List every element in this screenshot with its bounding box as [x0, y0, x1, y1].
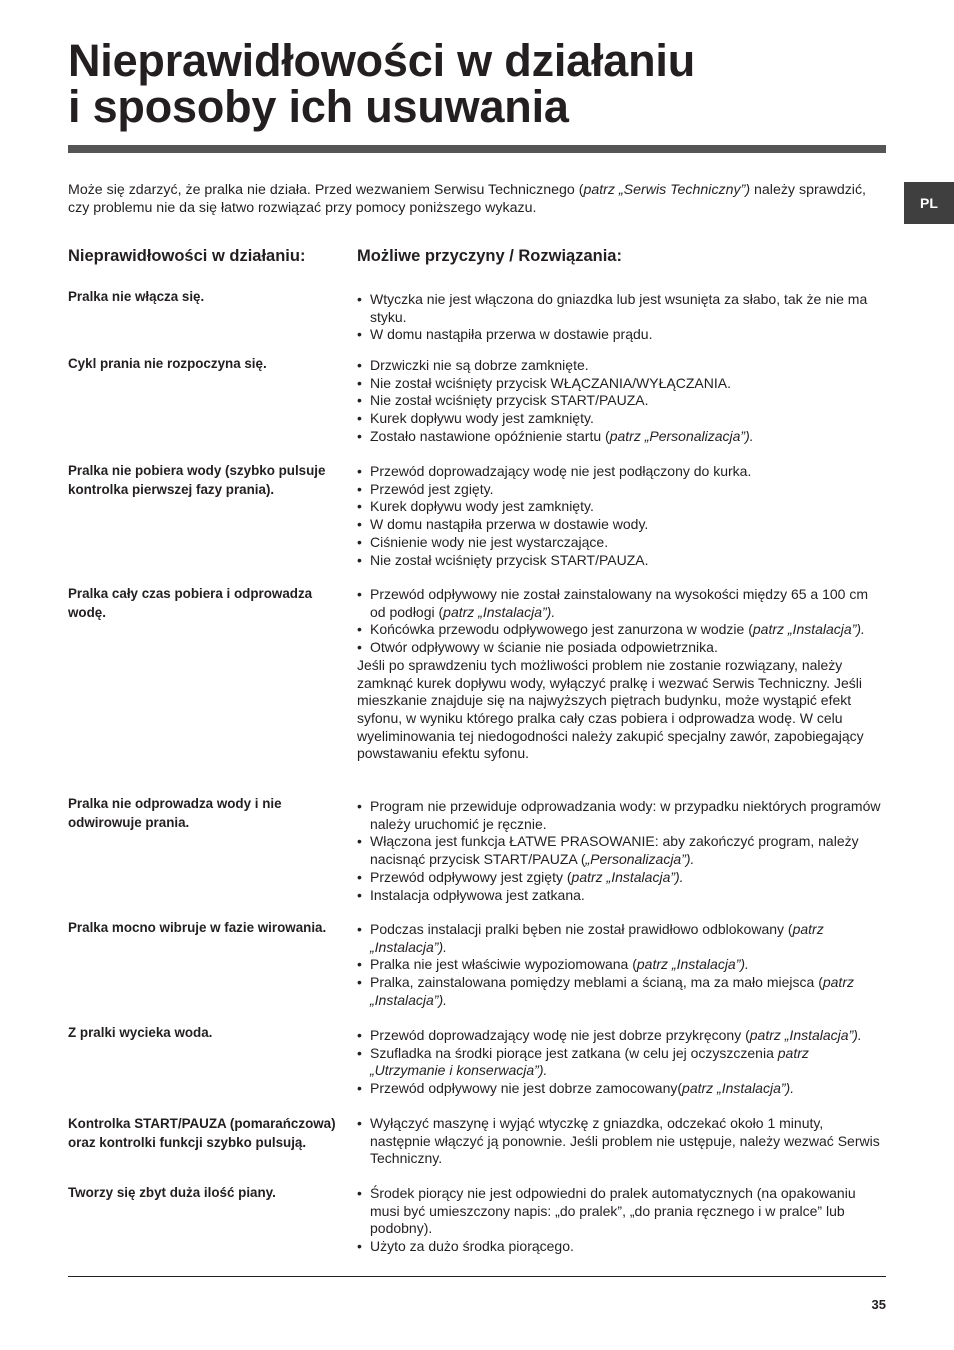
solution-item	[357, 552, 887, 570]
title-divider	[68, 145, 886, 153]
problems-column-header: Nieprawidłowości w działaniu:	[68, 247, 306, 265]
solution-reference: patrz „Personalizacja”).	[609, 427, 754, 444]
solution-reference: patrz „Instalacja”).	[370, 974, 854, 1008]
solution-reference: patrz „Utrzymanie i konserwacja”).	[370, 1044, 809, 1079]
solutions-column-header: Możliwe przyczyny / Rozwiązania:	[357, 247, 622, 265]
solution-item	[357, 1115, 887, 1168]
solution-item	[357, 357, 887, 375]
problem-label: Tworzy się zbyt duża ilość piany.	[68, 1185, 276, 1200]
problem-label: Pralka nie włącza się.	[68, 289, 205, 304]
language-tab: PL	[904, 182, 954, 224]
solution-text: Przewód odpływowy nie został zainstalowany na wysokości między 65 a 100 cm od podłogi (	[370, 586, 869, 620]
solution-list	[357, 1185, 887, 1256]
solution-text: Przewód odpływowy nie jest dobrze zamocowany(	[370, 1080, 683, 1097]
solution-item	[357, 326, 887, 344]
solution-text: W domu nastąpiła przerwa w dostawie prądu.	[370, 326, 653, 343]
solution-text: Podczas instalacji pralki bęben nie został prawidłowo odblokowany (	[370, 921, 793, 937]
solution-reference: „Personalizacja”).	[585, 851, 695, 868]
solution-item	[357, 833, 887, 868]
problem-label: Cykl prania nie rozpoczyna się.	[68, 356, 267, 371]
solution-item	[357, 1080, 887, 1098]
solution-item	[357, 291, 887, 326]
solution-text: Ciśnienie wody nie jest wystarczające.	[370, 533, 609, 550]
solution-text: Użyto za dużo środka piorącego.	[370, 1238, 574, 1255]
solution-item	[357, 1027, 887, 1045]
intro-text-before: Może się zdarzyć, że pralka nie działa. Przed wezwaniem Serwisu Technicznego (	[68, 182, 584, 198]
solution-text: Program nie przewiduje odprowadzania wody: w przypadku niektórych programów należy uruchomić je ręcznie.	[370, 798, 881, 832]
solution-item	[357, 921, 887, 956]
intro-paragraph	[68, 181, 868, 217]
solution-reference: patrz „Instalacja”).	[749, 1027, 862, 1043]
solution-item	[357, 498, 887, 516]
solution-item	[357, 869, 887, 887]
page-number: 35	[871, 1297, 886, 1312]
solution-text: Zostało nastawione opóźnienie startu (	[370, 427, 610, 444]
solution-item	[357, 534, 887, 552]
solution-item	[357, 375, 887, 393]
solution-text: Drzwiczki nie są dobrze zamknięte.	[370, 357, 589, 373]
intro-text-after: należy sprawdzić, czy problemu nie da się łatwo rozwiązać przy pomocy poniższego wykazu.	[68, 182, 866, 216]
solution-list	[357, 1027, 887, 1098]
solution-reference: patrz „Instalacja”).	[682, 1080, 795, 1097]
solution-text: Pralka, zainstalowana pomiędzy meblami a ścianą, ma za mało miejsca (	[370, 974, 823, 991]
solution-list	[357, 921, 887, 1010]
problem-label: Pralka mocno wibruje w fazie wirowania.	[68, 920, 327, 935]
solution-item	[357, 956, 887, 974]
solution-text: Instalacja odpływowa jest zatkana.	[370, 886, 585, 903]
solution-text: Środek piorący nie jest odpowiedni do pralek automatycznych (na opakowaniu musi być umieszczony napis: „do pralek”, „do prania ręcznego i w pralce” lub podobny).	[370, 1185, 856, 1237]
solution-list	[357, 291, 887, 344]
solution-reference: patrz „Instalacja”).	[370, 921, 824, 955]
solution-text: Pralka nie jest właściwie wypoziomowana (	[370, 956, 637, 973]
page-title	[68, 35, 888, 132]
solution-text: Otwór odpływowy w ścianie nie posiada odpowietrznika.	[370, 639, 718, 656]
solution-item	[357, 621, 887, 639]
solution-item	[357, 1045, 887, 1080]
problem-label: Pralka nie odprowadza wody i nie odwirowuje prania.	[68, 796, 282, 830]
footer-divider	[68, 1276, 886, 1277]
solution-reference: patrz „Instalacja”).	[752, 621, 865, 638]
intro-reference: patrz „Serwis Techniczny”)	[583, 182, 751, 198]
problem-label: Pralka nie pobiera wody (szybko pulsuje kontrolka pierwszej fazy prania).	[68, 463, 326, 497]
solution-reference: patrz „Instalacja”).	[571, 868, 684, 885]
page-title-line-1: Nieprawidłowości w działaniu	[68, 35, 696, 86]
solution-list	[357, 1115, 887, 1168]
solution-text: Nie został wciśnięty przycisk WŁĄCZANIA/WYŁĄCZANIA.	[370, 374, 731, 391]
solution-text: Kurek dopływu wody jest zamknięty.	[370, 410, 594, 427]
solution-item	[357, 974, 887, 1009]
solution-list	[357, 463, 887, 569]
solution-reference: patrz „Instalacja”).	[443, 603, 556, 620]
solution-text: Nie został wciśnięty przycisk START/PAUZA.	[370, 392, 649, 409]
page-title-line-2: i sposoby ich usuwania	[68, 81, 569, 132]
solution-list	[357, 586, 887, 763]
solution-item	[357, 1238, 887, 1256]
solution-text: Szufladka na środki piorące jest zatkana (w celu jej oczyszczenia	[370, 1044, 778, 1061]
solution-text: Wtyczka nie jest włączona do gniazdka lub jest wsunięta za słabo, tak że nie ma styku.	[370, 291, 868, 325]
solution-item	[357, 516, 887, 534]
solution-text: W domu nastąpiła przerwa w dostawie wody.	[370, 516, 649, 533]
solution-item	[357, 798, 887, 833]
solution-text: Przewód odpływowy jest zgięty (	[370, 868, 572, 885]
solution-note: Jeśli po sprawdzeniu tych możliwości problem nie zostanie rozwiązany, należy zamknąć kurek dopływu wody, wyłączyć pralkę i wezwać Serwis Techniczny. Jeśli mieszkanie znajduje się na najwyższych piętrach budynku, może wystąpić efekt syfonu, w wyniku którego pralka cały czas pobiera i odprowadza wodę. W celu wyeliminowania tej niedogodności należy zakupić specjalny zawór, zapobiegający powstawaniu efektu syfonu.	[357, 656, 864, 762]
solution-text: Końcówka przewodu odpływowego jest zanurzona w wodzie (	[370, 621, 753, 638]
problem-label: Kontrolka START/PAUZA (pomarańczowa) oraz kontrolki funkcji szybko pulsują.	[68, 1116, 336, 1150]
solution-text: Przewód doprowadzający wodę nie jest dobrze przykręcony (	[370, 1027, 750, 1043]
solution-text: Przewód doprowadzający wodę nie jest podłączony do kurka.	[370, 463, 752, 479]
solution-item	[357, 428, 887, 446]
solution-item	[357, 392, 887, 410]
solution-list	[357, 357, 887, 446]
solution-text: Wyłączyć maszynę i wyjąć wtyczkę z gniazdka, odczekać około 1 minuty, następnie włączyć ją ponownie. Jeśli problem nie ustępuje, należy wezwać Serwis Techniczny.	[370, 1115, 880, 1167]
solution-item	[357, 639, 887, 657]
solution-item	[357, 481, 887, 499]
solution-list	[357, 798, 887, 904]
problem-label: Z pralki wycieka woda.	[68, 1025, 213, 1040]
solution-text: Kurek dopływu wody jest zamknięty.	[370, 498, 594, 515]
solution-text: Nie został wciśnięty przycisk START/PAUZA.	[370, 551, 649, 568]
solution-item	[357, 586, 887, 621]
solution-reference: patrz „Instalacja”).	[636, 956, 749, 973]
solution-item	[357, 463, 887, 481]
solution-text: Przewód jest zgięty.	[370, 480, 494, 497]
solution-text: Włączona jest funkcja ŁATWE PRASOWANIE: aby zakończyć program, należy nacisnąć przycisk START/PAUZA (	[370, 833, 859, 868]
solution-item	[357, 887, 887, 905]
solution-item	[357, 1185, 887, 1238]
solution-item	[357, 410, 887, 428]
problem-label: Pralka cały czas pobiera i odprowadza wodę.	[68, 586, 313, 620]
